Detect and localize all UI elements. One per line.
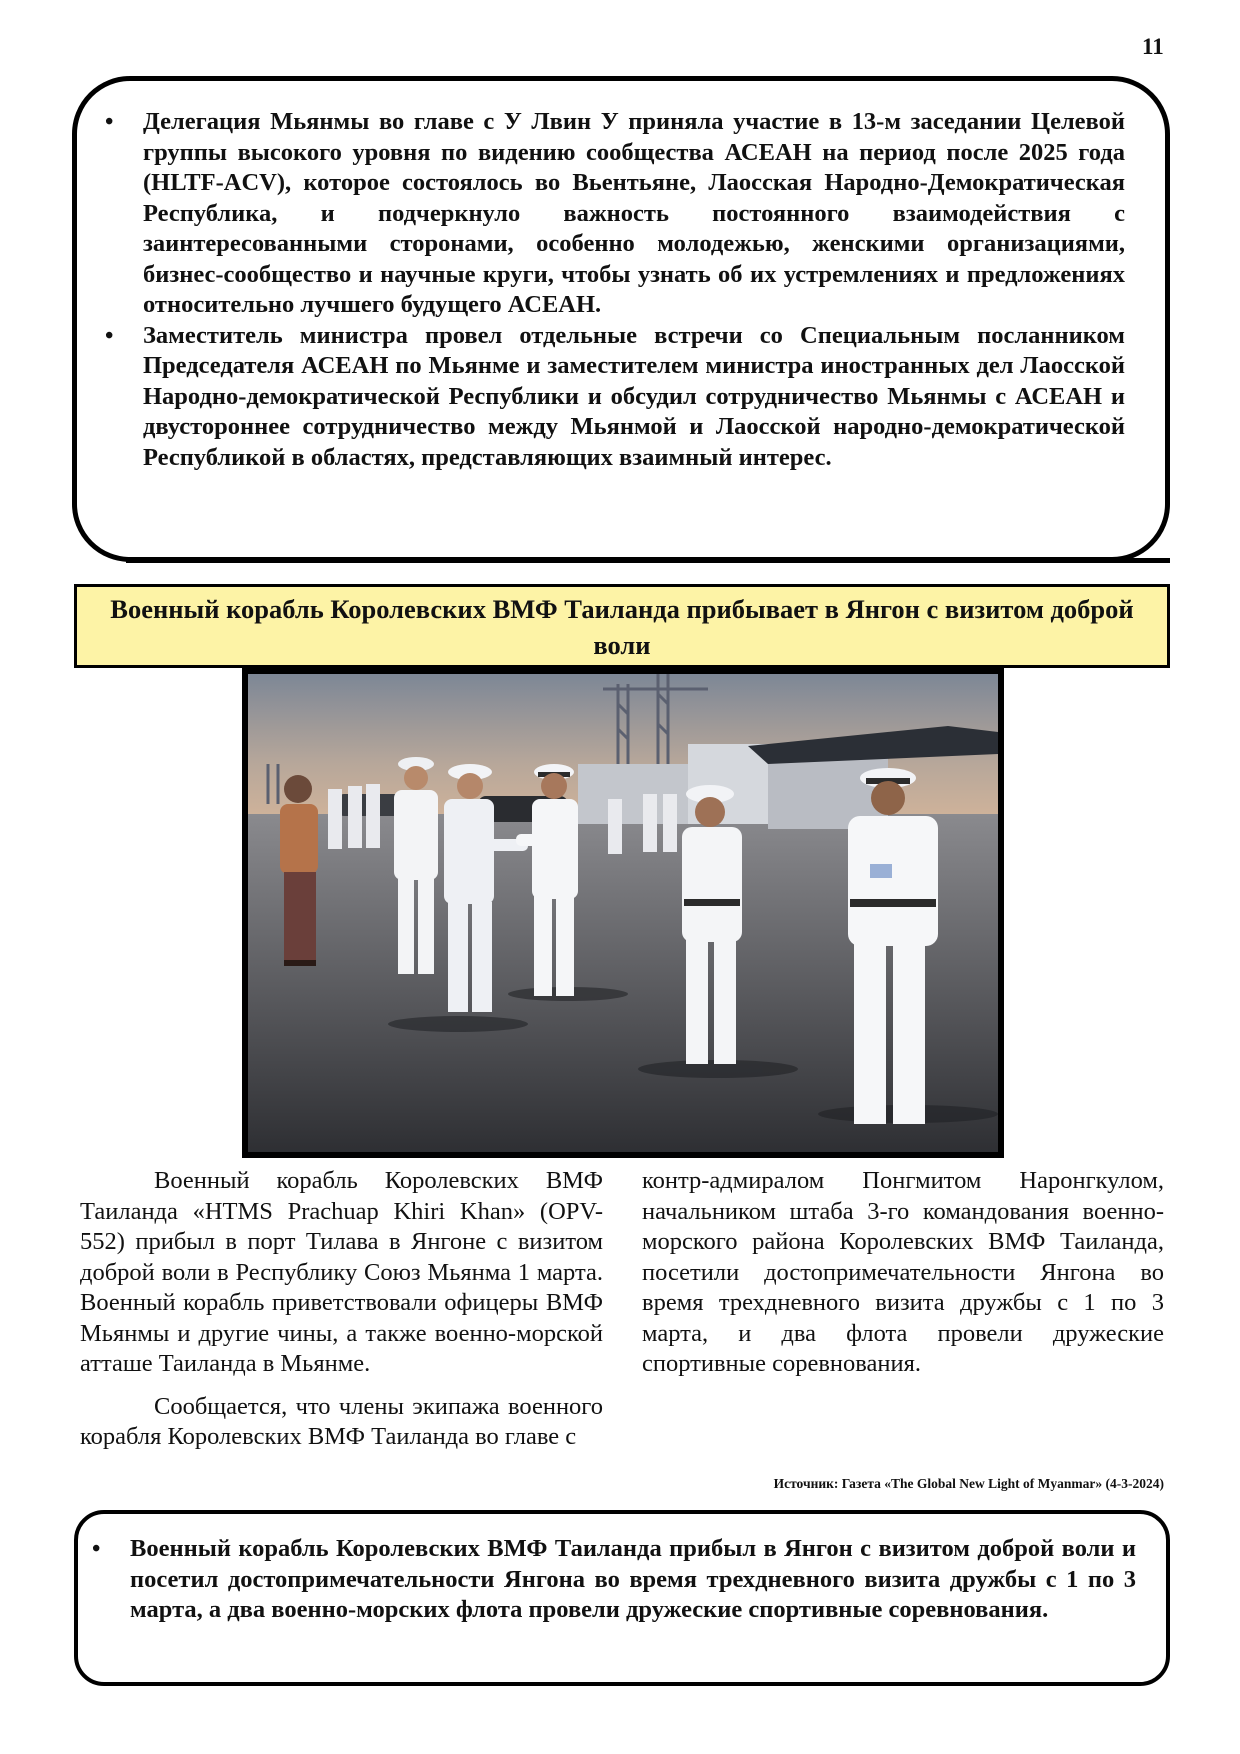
summary-bullet-item: • Заместитель министра провел отдельные встречи со Специальным посланником Председателя АСЕАН по Мьянме и заместителем министра иностранных дел Лаосской Народно-демократической Республики и обсудил сотрудничество Мьянмы с АСЕАН и двустороннее сотрудничество между Мьянмой и Лаосской народно-демократической Республикой в областях, представляющих взаимный интерес. — [143, 321, 1125, 474]
article-photo — [242, 668, 1004, 1158]
article-source: Источник: Газета «The Global New Light of Myanmar» (4-3-2024) — [773, 1476, 1164, 1491]
box-shadow-rule — [126, 558, 1170, 563]
article-column-left — [80, 1166, 603, 1453]
article-paragraph-continued: контр-адмиралом Понгмитом Наронгкулом, начальником штаба 3-го командования военно-морского района Королевских ВМФ Таиланда, посетили достопримечательности Янгона во время трехдневного визита дружбы с 1 по 3 марта, и два флота провели дружеские спортивные соревнования. — [642, 1167, 1164, 1377]
summary-bullet-list — [130, 1534, 1136, 1626]
summary-bullet-list — [143, 107, 1125, 473]
article-paragraph: Сообщается, что члены экипажа военного корабля Королевских ВМФ Таиланда во главе с — [80, 1392, 603, 1450]
summary-bullet-item: • Делегация Мьянмы во главе с У Лвин У приняла участие в 13-м заседании Целевой группы высокого уровня по видению сообщества АСЕАН на период после 2025 года (HLTF-ACV), которое состоялось во Вьентьяне, Лаосская Народно-Демократическая Республика, и подчеркнуло важность постоянного взаимодействия с заинтересованными сторонами, особенно молодежью, женскими организациями, бизнес-сообщество и научные круги, чтобы узнать об их устремлениях и предложениях относительно лучшего будущего АСЕАН. — [143, 107, 1125, 321]
summary-bullet-item: • Военный корабль Королевских ВМФ Таиланда прибыл в Янгон с визитом доброй воли и посетил достопримечательности Янгона во время трехдневного визита дружбы с 1 по 3 марта, а два военно-морских флота провели дружеские спортивные соревнования. — [130, 1534, 1136, 1626]
page-number: 11 — [1142, 34, 1164, 59]
article-paragraph: Военный корабль Королевских ВМФ Таиланда «HTMS Prachuap Khiri Khan» (OPV-552) прибыл в порт Тилава в Янгоне с визитом доброй воли в Республику Союз Мьянма 1 марта. Военный корабль приветствовали офицеры ВМФ Мьянмы и другие чины, а также военно-морской атташе Таиланда в Мьянме. — [80, 1167, 603, 1377]
navy-officers-handshake-illustration — [248, 674, 998, 1152]
summary-box-bottom — [74, 1510, 1170, 1686]
article-column-right — [642, 1166, 1164, 1380]
summary-box-top — [72, 76, 1170, 562]
article-headline: Военный корабль Королевских ВМФ Таиланда прибывает в Янгон с визитом доброй воли — [74, 584, 1170, 668]
